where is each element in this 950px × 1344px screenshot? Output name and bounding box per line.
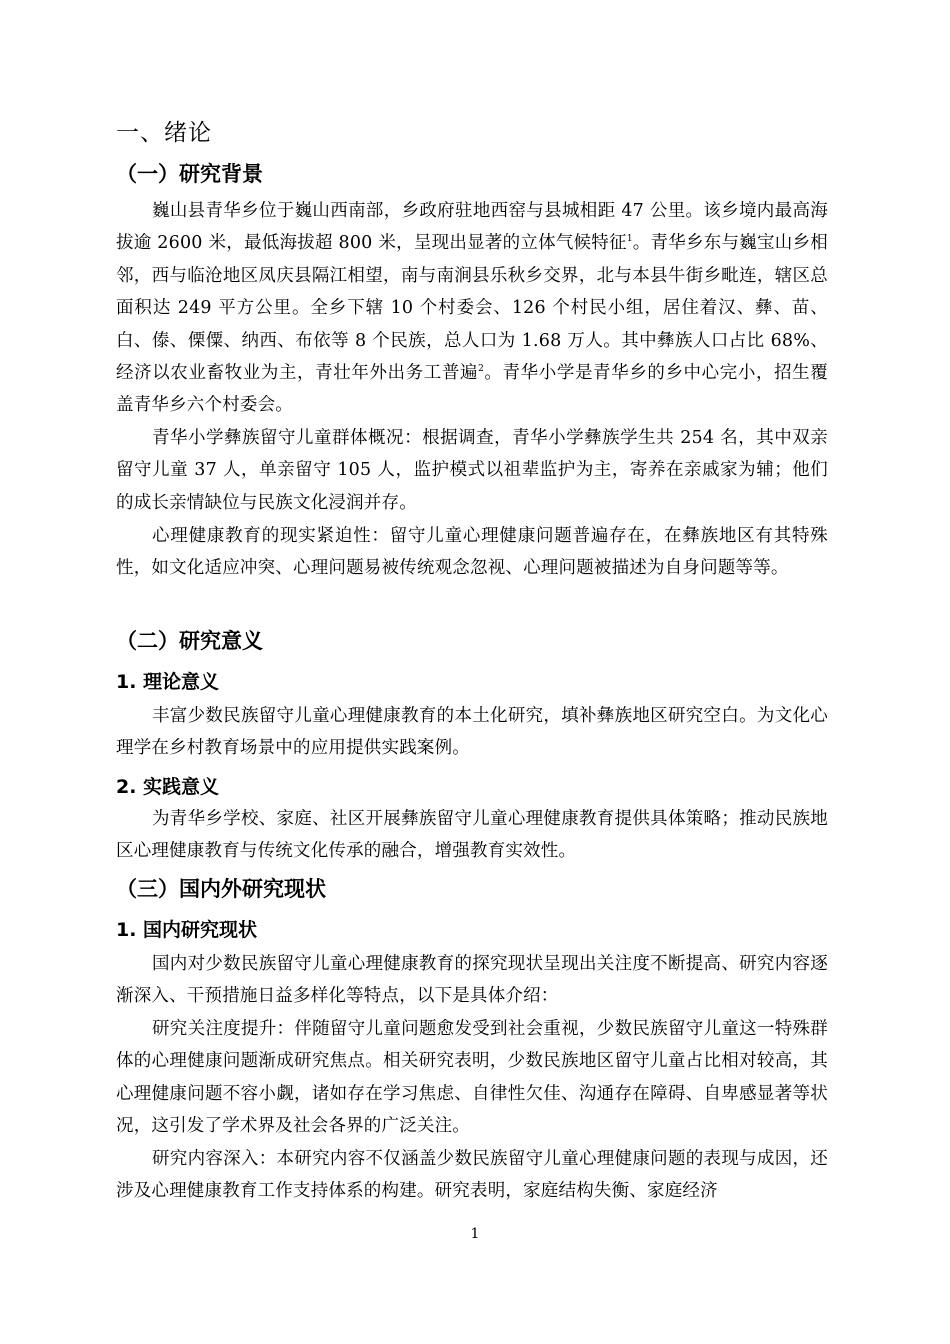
subheading-domestic: 1. 国内研究现状	[116, 919, 258, 941]
paragraph-domestic-1: 国内对少数民族留守儿童心理健康教育的探究现状呈现出关注度不断提高、研究内容逐渐深入、干预措施日益多样化等特点，以下是具体介绍：	[116, 954, 828, 1007]
paragraph-domestic-3: 研究内容深入：本研究内容不仅涵盖少数民族留守儿童心理健康问题的表现与成因，还涉及心理健康教育工作支持体系的构建。研究表明，家庭结构失衡、家庭经济	[116, 1149, 828, 1202]
section-heading-significance: （二）研究意义	[116, 629, 263, 653]
paragraph-background-1: 巍山县青华乡位于巍山西南部，乡政府驻地西窑与县城相距 47 公里。该乡境内最高海拔逾 2600 米，最低海拔超 800 米，呈现出显著的立体气候特征$^1$。青华乡东与巍宝山乡相邻，西与临沧地区凤庆县隔江相望，南与南涧县乐秋乡交界，北与本县牛街乡毗连，辖区总面积达 249 平方公里。全乡下辖 10 个村委会、126 个村民小组，居住着汉、彝、苗、白、傣、傈僳、纳西、布依等 8 个民族，总人口为 1.68 万人。其中彝族人口占比 68%、经济以农业畜牧业为主，青壮年外出务工普遍$^2$。青华小学是青华乡的乡中心完小，招生覆盖青华乡六个村委会。	[116, 201, 828, 416]
paragraph-background-3: 心理健康教育的现实紧迫性：留守儿童心理健康问题普遍存在，在彝族地区有其特殊性，如文化适应冲突、心理问题易被传统观念忽视、心理问题被描述为自身问题等等。	[116, 526, 828, 579]
chapter-title: 一、绪论	[116, 120, 212, 146]
paragraph-domestic-2: 研究关注度提升：伴随留守儿童问题愈发受到社会重视，少数民族留守儿童这一特殊群体的心理健康问题渐成研究焦点。相关研究表明，少数民族地区留守儿童占比相对较高，其心理健康问题不容小觑，诸如存在学习焦虑、自律性欠佳、沟通存在障碍、自卑感显著等状况，这引发了学术界及社会各界的广泛关注。	[116, 1019, 828, 1137]
footnote-ref-2: 2	[478, 364, 485, 375]
section-heading-background: （一）研究背景	[116, 162, 263, 186]
footnote-ref-1: 1	[626, 234, 633, 245]
paragraph-background-2: 青华小学彝族留守儿童群体概况：根据调查，青华小学彝族学生共 254 名，其中双亲留守儿童 37 人，单亲留守 105 人，监护模式以祖辈监护为主，寄养在亲戚家为辅；他们的成长亲情缺位与民族文化浸润并存。	[116, 428, 828, 513]
page-number: 1	[470, 1226, 480, 1242]
subheading-practice: 2. 实践意义	[116, 776, 220, 798]
section-heading-status: （三）国内外研究现状	[116, 877, 326, 901]
paragraph-practice: 为青华乡学校、家庭、社区开展彝族留守儿童心理健康教育提供具体策略；推动民族地区心理健康教育与传统文化传承的融合，增强教育实效性。	[116, 809, 828, 862]
paragraph-theory: 丰富少数民族留守儿童心理健康教育的本土化研究，填补彝族地区研究空白。为文化心理学在乡村教育场景中的应用提供实践案例。	[116, 706, 828, 759]
subheading-theory: 1. 理论意义	[116, 671, 220, 693]
